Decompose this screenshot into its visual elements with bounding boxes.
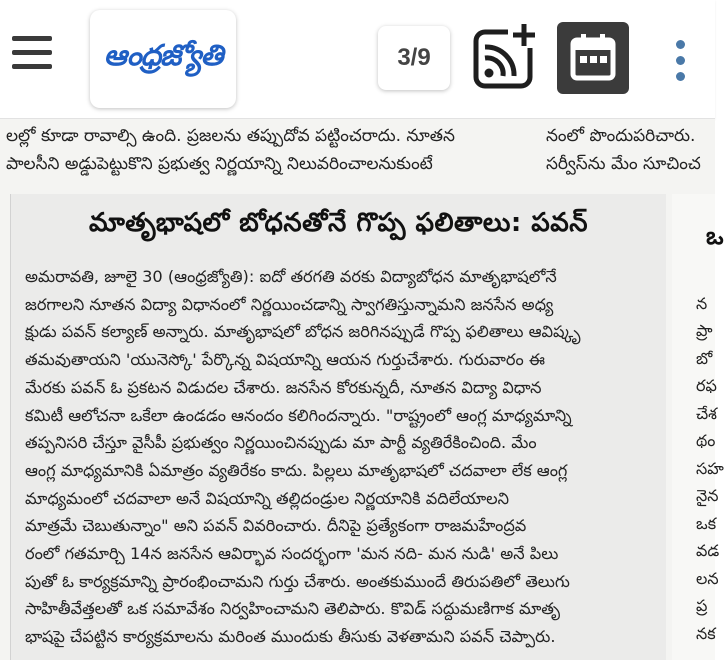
next-article-column[interactable]	[672, 194, 724, 660]
article-line: తమవుతాయని 'యునెస్కో' పేర్కొన్న విషయాన్ని ఆయన గుర్తుచేశారు. గురువారం ఈ	[25, 350, 545, 370]
article-line: జరగాలని నూతన విద్యా విధానంలో నిర్ణయించడాన్ని స్వాగతిస్తున్నామని జనసేన అధ్య	[25, 294, 554, 314]
calendar-icon	[557, 22, 629, 94]
next-article-line: ప్ర	[696, 596, 708, 615]
hamburger-icon[interactable]	[12, 36, 54, 72]
article-line: ఆంగ్ల మాధ్యమానికి ఏమాత్రం వ్యతిరేకం కాదు. పిల్లలు మాతృభాషలో చదవాలా లేక ఆంగ్ల	[25, 460, 568, 480]
article-line: మేరకు పవన్ ఓ ప్రకటన విడుదల చేశారు. జనసేన కోరకున్నదీ, నూతన విద్యా విధాన	[25, 377, 542, 397]
next-article-line: రఫ	[696, 376, 717, 395]
rss-add-icon[interactable]	[472, 22, 540, 90]
article-line: కమిటీ ఆలోచనా ఒకేలా ఉండడం ఆనందం కలిగిందన్నారు. "రాష్ట్రంలో ఆంగ్ల మాధ్యమాన్ని	[25, 405, 572, 425]
article-line: పుతో ఓ కార్యక్రమాన్ని ప్రారంభించామని గుర్తు చేశారు. అంతకుముందే తిరుపతిలో తెలుగు	[25, 571, 570, 591]
next-article-line: వడ	[696, 541, 720, 560]
prev-article-line: పాలసీని అడ్డుపెట్టుకొని ప్రభుత్వ నిర్ణయాన్ని నిలువరించాలనుకుంటే	[6, 154, 433, 174]
prev-article-right-line: నంలో పొందుపరిచారు.	[546, 126, 696, 146]
next-article-line: ప్రా	[696, 321, 713, 340]
prev-article-right-line: సర్వీస్‌ను మేం సూచించ	[546, 154, 701, 174]
article-line: రంలో గతమార్చి 14న జనసేన ఆవిర్భావ సందర్భంగా 'మన నది- మన నుడి' అనే పిలు	[25, 544, 559, 564]
article-line: భాషపై చేపట్టిన కార్యక్రమాలను మరింత ముందుకు తీసుకు వెళతామని పవన్ చెప్పారు.	[25, 627, 556, 647]
app-toolbar	[0, 0, 715, 119]
epaper-page[interactable]	[0, 119, 724, 660]
article-line: క్షుడు పవన్ కల్యాణ్ అన్నారు. మాతృభాషలో బోధన జరిగినప్పుడే గొప్ప ఫలితాలు ఆవిష్కృ	[25, 322, 581, 342]
next-article-line: చేశ	[696, 404, 717, 423]
next-article-line: లన	[696, 569, 719, 588]
news-article[interactable]	[10, 194, 666, 660]
next-article-line: థం	[696, 431, 716, 450]
article-line: అమరావతి, జూలై 30 (ఆంధ్రజ్యోతి): ఐదో తరగతి వరకు విద్యాబోధన మాతృభాషలోనే	[25, 267, 557, 286]
article-headline: మాతృభాషలో బోధనతోనే గొప్ప ఫలితాలు: పవన్	[88, 208, 589, 238]
next-article-headline: ఒ	[706, 222, 724, 250]
article-line: తప్పనిసరి చేస్తూ వైసీపీ ప్రభుత్వం నిర్ణయించినప్పుడు మా పార్టీ వ్యతిరేకించింది. మేం	[25, 433, 537, 453]
next-article-line: నక	[696, 624, 716, 643]
next-article-line: నైన	[696, 486, 719, 505]
article-line: మాధ్యమంలో చదవాలా అనే విషయాన్ని తల్లిదండ్రుల నిర్ణయానికి వదిలేయాలని	[25, 488, 510, 508]
newspaper-logo[interactable]	[90, 10, 236, 108]
article-line: సాహితీవేత్తలతో ఒక సమావేశం నిర్వహించామని తెలిపారు. కొవిడ్ సద్దుమణిగాక మాతృ	[25, 599, 561, 619]
next-article-line: బో	[696, 349, 713, 368]
next-article-line: సహ	[696, 459, 724, 478]
article-line: మాత్రమే చెబుతున్నాం" అని పవన్ వివరించారు. దీనిపై ప్రత్యేకంగా రాజమహేంద్రవ	[25, 516, 527, 536]
page-indicator-button[interactable]: 3/9	[378, 26, 450, 90]
next-article-line: ఒక	[696, 514, 717, 533]
calendar-button[interactable]	[557, 22, 629, 94]
next-article-line: న	[696, 294, 708, 313]
more-vertical-icon[interactable]	[668, 40, 694, 88]
article-body	[25, 263, 653, 651]
logo-text: ఆంధ్రజ్యోతి	[103, 38, 223, 72]
prev-article-line: లల్లో కూడా రావాల్సి ఉంది. ప్రజలను తప్పుదోవ పట్టించరాదు. నూతన	[6, 126, 455, 146]
